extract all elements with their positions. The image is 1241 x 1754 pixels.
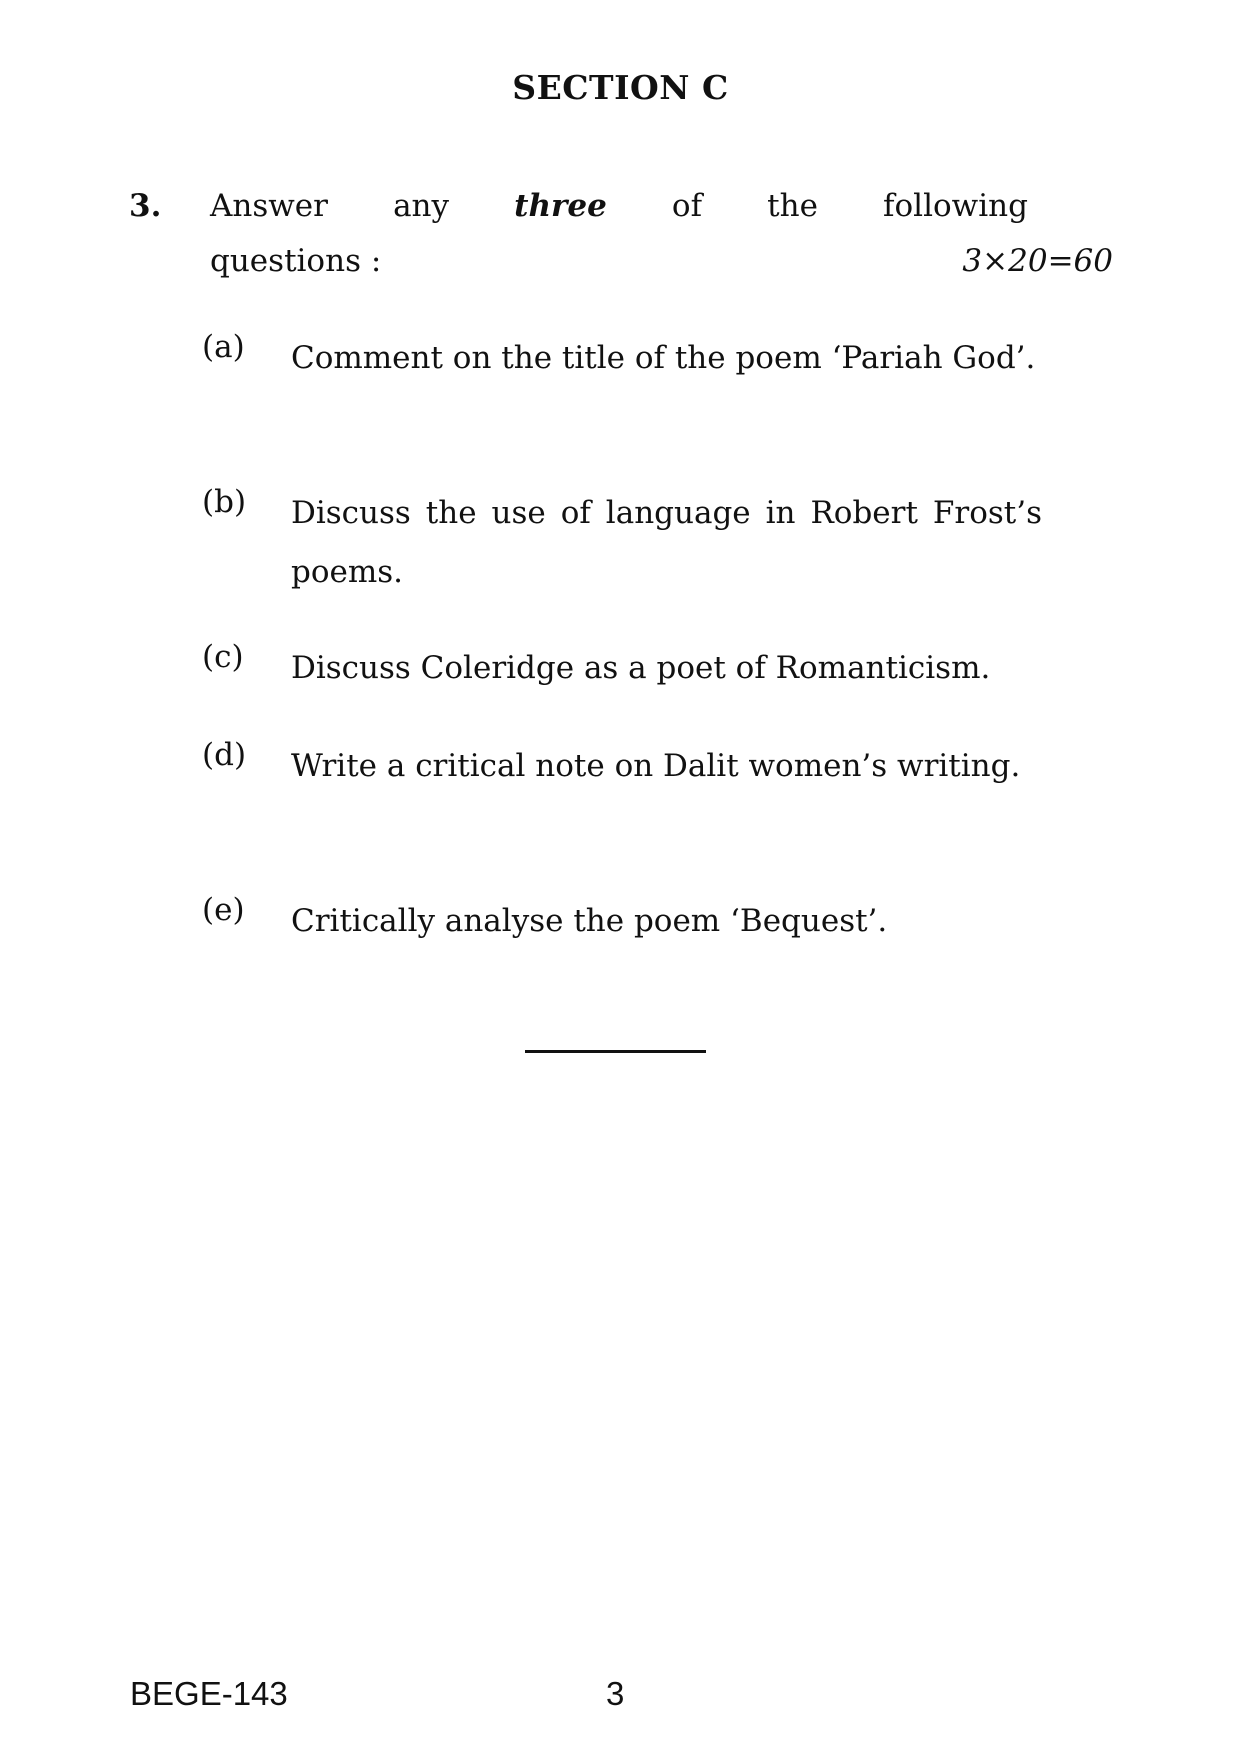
sub-question-label: (b) [202, 484, 247, 520]
sub-question-text: Discuss Coleridge as a poet of Romanticism. [291, 650, 991, 686]
sub-question-label: (e) [202, 892, 245, 928]
section-title: SECTION C [512, 68, 729, 107]
instruction-word: the [767, 188, 818, 224]
marks-allocation: 3×20=60 [962, 243, 1113, 279]
end-rule [525, 1050, 706, 1053]
instruction-word: any [393, 188, 450, 224]
instruction-word: of [671, 188, 703, 224]
course-code: BEGE-143 [130, 1675, 288, 1712]
sub-question-label: (c) [202, 639, 244, 675]
question-instruction-continued [210, 243, 1113, 279]
instruction-word: questions : [210, 243, 382, 279]
page-number: 3 [606, 1675, 625, 1712]
instruction-word: following [883, 188, 1028, 224]
sub-question-text: Critically analyse the poem ‘Bequest’. [291, 903, 888, 939]
instruction-emphasis: three [514, 188, 607, 224]
question-number: 3. [129, 188, 162, 224]
sub-question-text: Comment on the title of the poem ‘Pariah God’. [291, 340, 1036, 376]
instruction-word: Answer [210, 188, 328, 224]
sub-question-text: Write a critical note on Dalit women’s writing. [291, 748, 1021, 784]
sub-question-label: (d) [202, 737, 247, 773]
sub-question-text: Discuss the use of language in Robert Frost’s poems. [291, 495, 1042, 590]
question-instruction [210, 188, 1028, 224]
sub-question-label: (a) [202, 329, 245, 365]
